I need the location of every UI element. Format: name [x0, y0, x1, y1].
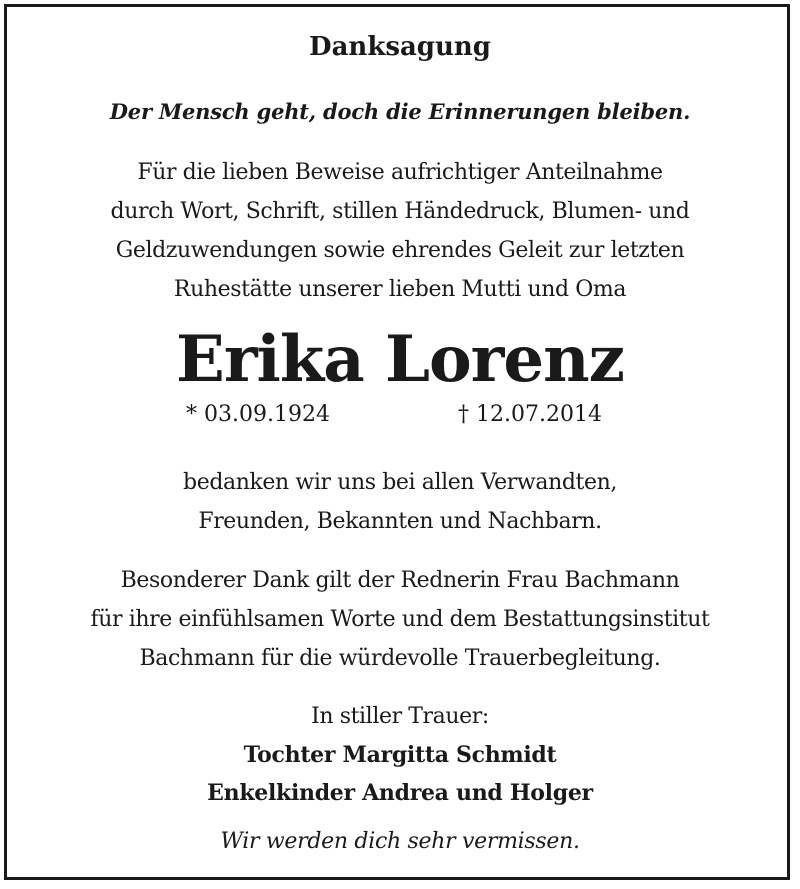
mourner-name: Enkelkinder Andrea und Holger	[207, 780, 593, 806]
special-thanks-line: für ihre einfühlsamen Worte und dem Bestattungsinstitut	[90, 607, 710, 632]
thanks-line: Freunden, Bekannten und Nachbarn.	[198, 509, 602, 534]
intro-line: Für die lieben Beweise aufrichtiger Anteilnahme	[137, 160, 663, 185]
intro-line: Geldzuwendungen sowie ehrendes Geleit zur letzten	[115, 238, 685, 263]
closing-line: Wir werden dich sehr vermissen.	[220, 829, 580, 854]
deceased-name: Erika Lorenz	[176, 322, 624, 397]
mourner-name: Tochter Margitta Schmidt	[243, 742, 557, 768]
death-date: † 12.07.2014	[458, 402, 602, 427]
thanks-line: bedanken wir uns bei allen Verwandten,	[183, 470, 617, 495]
notice-heading: Danksagung	[309, 32, 491, 62]
birth-date: * 03.09.1924	[186, 402, 330, 427]
special-thanks-line: Besonderer Dank gilt der Rednerin Frau Bachmann	[120, 568, 680, 593]
notice-motto: Der Mensch geht, doch die Erinnerungen bleiben.	[109, 99, 691, 124]
intro-line: Ruhestätte unserer lieben Mutti und Oma	[173, 277, 627, 302]
intro-line: durch Wort, Schrift, stillen Händedruck, Blumen- und	[110, 199, 690, 224]
mourning-label: In stiller Trauer:	[311, 704, 489, 729]
special-thanks-line: Bachmann für die würdevolle Trauerbegleitung.	[139, 646, 661, 671]
